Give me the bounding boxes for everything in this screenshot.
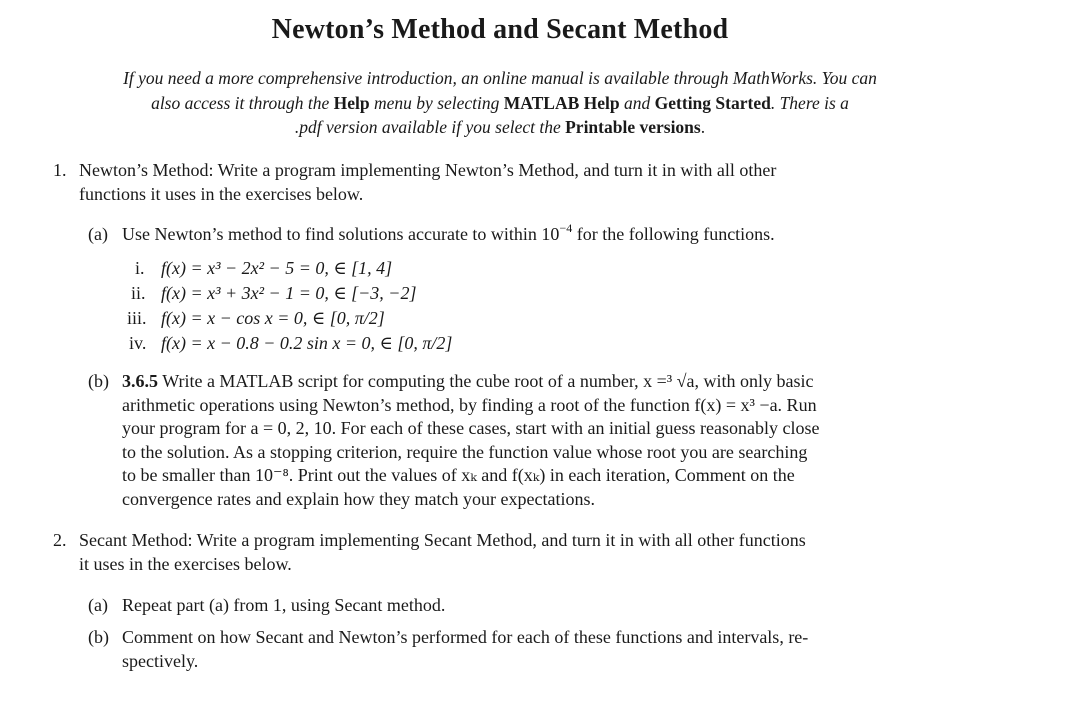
roman-label: iv. xyxy=(129,333,147,353)
intro-line-2 xyxy=(20,91,980,116)
sub-item-label: (b) xyxy=(88,371,109,391)
item-text-line: spectively. xyxy=(122,650,199,671)
intro-paragraph xyxy=(20,66,980,140)
item-text-line: your program for a = 0, 2, 10. For each of these cases, start with an initial guess reasonably close xyxy=(122,418,820,438)
item-text-line: convergence rates and explain how they match your expectations. xyxy=(122,488,595,509)
intro-text: . There is a xyxy=(770,92,849,113)
sub-item-label: (a) xyxy=(88,224,108,244)
item-text-line: it uses in the exercises below. xyxy=(79,553,292,574)
exercise-reference: 3.6.5 xyxy=(122,371,158,391)
function-expression: f(x) = x − 0.8 − 0.2 sin x = 0, ∈ [0, π/2] xyxy=(161,333,453,353)
item-2a-text: Repeat part (a) from 1, using Secant method. xyxy=(122,595,446,615)
intro-text: and xyxy=(624,92,651,113)
item-text-line: functions it uses in the exercises below. xyxy=(79,183,364,204)
roman-label: ii. xyxy=(131,283,146,303)
intro-line-3 xyxy=(20,115,980,140)
roman-label: i. xyxy=(135,258,145,278)
item-text: Use Newton’s method to find solutions accurate to within 10 xyxy=(122,224,560,244)
item-text: Write a MATLAB script for computing the cube root of a number, x =³ √a, with only basic xyxy=(162,371,814,391)
item-text-line: arithmetic operations using Newton’s method, by finding a root of the function f(x) = x³ −a. Run xyxy=(122,394,817,415)
intro-text: also access it through the xyxy=(151,92,330,113)
sub-item-label: (b) xyxy=(88,627,109,647)
item-1b-text xyxy=(122,370,992,511)
item-text-line: Secant Method: Write a program implementing Secant Method, and turn it in with all other functions xyxy=(79,530,806,550)
item-text-line xyxy=(122,370,992,394)
function-expression: f(x) = x³ + 3x² − 1 = 0, ∈ [−3, −2] xyxy=(161,283,417,303)
help-menu-term: Help xyxy=(333,92,370,113)
item-text-line: to be smaller than 10⁻⁸. Print out the values of xₖ and f(xₖ) in each iteration, Comment on the xyxy=(122,465,795,485)
item-text-line: Newton’s Method: Write a program implementing Newton’s Method, and turn it in with all other xyxy=(79,160,777,180)
intro-text: . xyxy=(700,117,706,137)
intro-text: .pdf version available if you select the xyxy=(294,117,561,137)
item-2-text xyxy=(79,529,989,576)
function-expression: f(x) = x − cos x = 0, ∈ [0, π/2] xyxy=(161,308,385,328)
function-expression: f(x) = x³ − 2x² − 5 = 0, ∈ [1, 4] xyxy=(161,258,393,278)
page-title: Newton’s Method and Secant Method xyxy=(271,14,729,45)
intro-line-1 xyxy=(20,66,980,91)
item-text: for the following functions. xyxy=(572,224,775,244)
matlab-help-term: MATLAB Help xyxy=(503,92,620,113)
item-number: 1. xyxy=(53,160,67,180)
item-text-line: to the solution. As a stopping criterion, require the function value whose root you are searching xyxy=(122,441,808,462)
exponent: −4 xyxy=(559,221,573,235)
roman-label: iii. xyxy=(127,308,147,328)
item-number: 2. xyxy=(53,530,67,550)
printable-versions-term: Printable versions xyxy=(565,117,701,137)
item-1-text xyxy=(79,159,979,206)
getting-started-term: Getting Started xyxy=(654,92,771,113)
item-text-line: Comment on how Secant and Newton’s performed for each of these functions and intervals, re- xyxy=(122,627,809,647)
intro-text: If you need a more comprehensive introduction, an online manual is available through MathWorks. You can xyxy=(123,68,877,88)
item-2b-text xyxy=(122,626,992,673)
item-1a-text xyxy=(122,223,982,247)
intro-text: menu by selecting xyxy=(374,92,500,113)
sub-item-label: (a) xyxy=(88,595,108,615)
